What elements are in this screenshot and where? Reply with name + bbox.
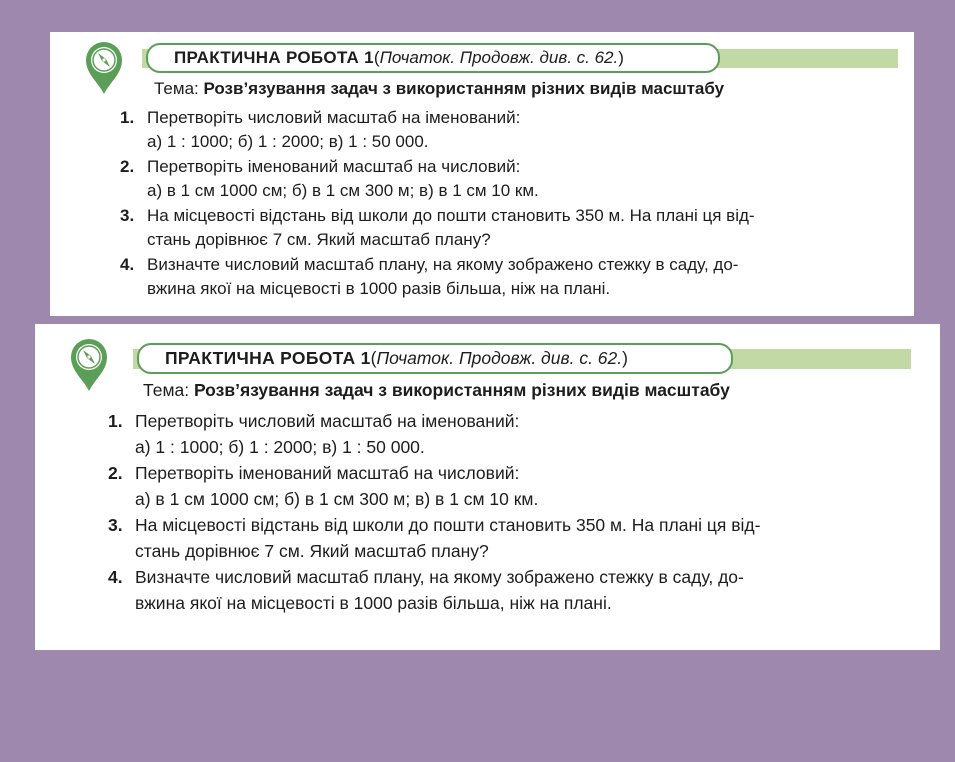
subtitle-close-paren: ) [618, 48, 624, 67]
task-line: На місцевості відстань від школи до пошти становить 350 м. На плані ця від- [147, 206, 755, 225]
practical-work-title: ПРАКТИЧНА РОБОТА 1 [174, 48, 374, 67]
task-line: стань дорівнює 7 см. Який масштаб плану? [147, 230, 491, 249]
practical-work-title: ПРАКТИЧНА РОБОТА 1 [165, 348, 371, 368]
continuation-note: Початок. Продовж. див. с. 62. [376, 348, 623, 368]
task-number: 4. [120, 255, 135, 274]
continuation-note: Початок. Продовж. див. с. 62. [379, 48, 619, 67]
topic-label: Тема: [143, 380, 194, 400]
task-line: а) в 1 см 1000 см; б) в 1 см 300 м; в) в 1 см 10 км. [147, 181, 539, 200]
task-line: На місцевості відстань від школи до пошти становить 350 м. На плані ця від- [135, 515, 761, 535]
task-line: а) 1 : 1000; б) 1 : 2000; в) 1 : 50 000. [147, 132, 429, 151]
task-line: Визначте числовий масштаб плану, на якому зображено стежку в саду, до- [147, 255, 739, 274]
task-number: 1. [120, 108, 135, 127]
task-line: вжина якої на місцевості в 1000 разів більша, ніж на плані. [135, 593, 612, 613]
topic-line [143, 380, 730, 401]
subtitle-open-paren: ( [370, 348, 377, 368]
header-title [137, 343, 733, 374]
worksheet-card-top [50, 32, 914, 316]
task-line: а) 1 : 1000; б) 1 : 2000; в) 1 : 50 000. [135, 437, 425, 457]
task-line: стань дорівнює 7 см. Який масштаб плану? [135, 541, 489, 561]
compass-pin-icon [69, 336, 109, 394]
task-number: 2. [108, 463, 123, 483]
task-line: а) в 1 см 1000 см; б) в 1 см 300 м; в) в 1 см 10 км. [135, 489, 539, 509]
worksheet-card-bottom [35, 324, 940, 650]
task-number: 3. [120, 206, 135, 225]
topic-line [154, 79, 724, 99]
task-number: 3. [108, 515, 123, 535]
topic-text: Розв’язування задач з використанням різних видів масштабу [203, 79, 725, 98]
task-number: 1. [108, 411, 123, 431]
task-line: Перетворіть іменований масштаб на числовий: [135, 463, 520, 483]
task-line: Визначте числовий масштаб плану, на якому зображено стежку в саду, до- [135, 567, 744, 587]
compass-pin-icon [84, 40, 124, 96]
task-line: Перетворіть числовий масштаб на іменований: [135, 411, 520, 431]
task-number: 4. [108, 567, 123, 587]
task-line: Перетворіть числовий масштаб на іменований: [147, 108, 521, 127]
header-title [146, 43, 720, 73]
task-line: вжина якої на місцевості в 1000 разів більша, ніж на плані. [147, 279, 611, 298]
subtitle-open-paren: ( [373, 48, 380, 67]
subtitle-close-paren: ) [622, 348, 628, 368]
topic-label: Тема: [154, 79, 204, 98]
task-line: Перетворіть іменований масштаб на числовий: [147, 157, 521, 176]
topic-text: Розв’язування задач з використанням різних видів масштабу [193, 380, 730, 400]
task-number: 2. [120, 157, 135, 176]
